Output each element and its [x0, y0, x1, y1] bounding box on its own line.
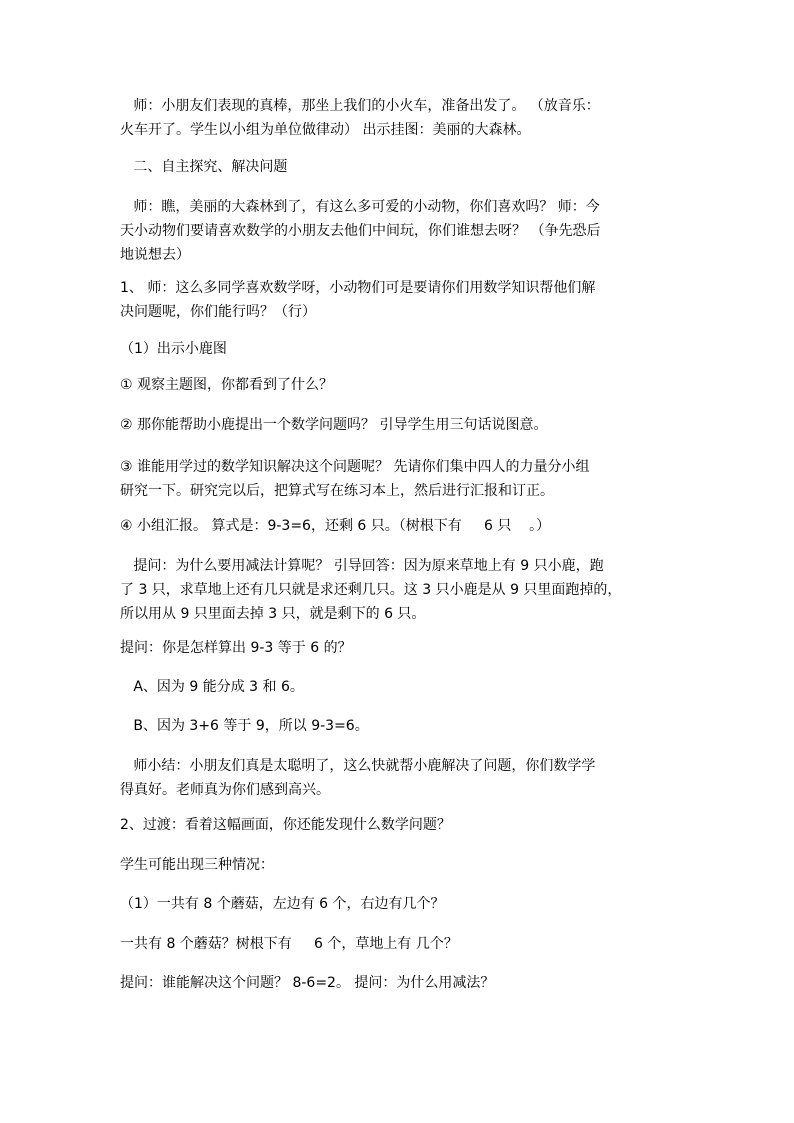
paragraph-case-1: [120, 892, 680, 916]
text-line: 1、 师：这么多同学喜欢数学呀，小动物们可是要请你们用数学知识帮他们解: [120, 280, 596, 296]
paragraph-option-b: [120, 714, 680, 738]
paragraph-how-compute: [120, 636, 680, 660]
text-line: ① 观察主题图，你都看到了什么？: [120, 377, 334, 393]
paragraph-report: [120, 514, 680, 538]
paragraph-forest: [120, 195, 680, 267]
paragraph-observe: [120, 373, 680, 397]
text-line: 学生可能出现三种情况：: [120, 857, 274, 873]
text-line: 火车开了。学生以小组为单位做律动） 出示挂图：美丽的大森林。: [120, 122, 531, 138]
text-line: 一共有 8 个蘑菇？树根下有 6 个，草地上有 几个？: [120, 936, 458, 952]
text-line: 二、自主探究、解决问题: [120, 159, 288, 175]
text-line: 师：瞧，美丽的大森林到了，有这么多可爱的小动物，你们喜欢吗？ 师：今: [120, 199, 600, 215]
text-line: ② 那你能帮助小鹿提出一个数学问题吗？ 引导学生用三句话说图意。: [120, 417, 548, 433]
text-line: 研究一下。研究完以后，把算式写在练习本上，然后进行汇报和订正。: [120, 483, 554, 499]
text-line: 天小动物们要请喜欢数学的小朋友去他们中间玩，你们谁想去呀？ （争先恐后: [120, 223, 601, 239]
section-heading: [120, 155, 680, 179]
paragraph-intro: [120, 94, 680, 142]
paragraph-group-study: [120, 455, 680, 503]
paragraph-solve: [120, 971, 680, 995]
text-line: 提问：你是怎样算出 9-3 等于 6 的？: [120, 640, 352, 656]
paragraph-question: [120, 413, 680, 437]
text-line: 得真好。老师真为你们感到高兴。: [120, 782, 330, 798]
text-line: 决问题呢，你们能行吗？（行）: [120, 304, 316, 320]
text-line: 2、过渡：看着这幅画面，你还能发现什么数学问题？: [120, 817, 451, 833]
text-line: 师小结：小朋友们真是太聪明了，这么快就帮小鹿解决了问题，你们数学学: [120, 758, 596, 774]
text-line: 地说想去）: [120, 247, 190, 263]
paragraph-step-1: [120, 276, 680, 324]
text-line: 了 3 只，求草地上还有几只就是求还剩几只。这 3 只小鹿是从 9 只里面跑掉的，: [120, 582, 622, 598]
text-line: 提问：为什么要用减法计算呢？ 引导回答：因为原来草地上有 9 只小鹿，跑: [120, 558, 604, 574]
paragraph-deer-image: [120, 337, 680, 361]
text-line: ④ 小组汇报。 算式是：9-3=6，还剩 6 只。（树根下有 6 只 。）: [120, 518, 551, 534]
text-line: 师：小朋友们表现的真棒，那坐上我们的小火车，准备出发了。 （放音乐：: [120, 98, 600, 114]
paragraph-three-cases: [120, 853, 680, 877]
paragraph-mushroom: [120, 932, 680, 956]
text-line: （1）出示小鹿图: [120, 341, 227, 357]
paragraph-summary: [120, 754, 680, 802]
text-line: B、因为 3+6 等于 9，所以 9-3=6。: [120, 718, 369, 734]
text-line: 提问：谁能解决这个问题？ 8-6=2。 提问：为什么用减法？: [120, 975, 495, 991]
text-line: ③ 谁能用学过的数学知识解决这个问题呢？ 先请你们集中四人的力量分小组: [120, 459, 590, 475]
text-line: A、因为 9 能分成 3 和 6。: [120, 679, 304, 695]
paragraph-why-subtract: [120, 554, 680, 626]
paragraph-option-a: [120, 675, 680, 699]
text-line: （1）一共有 8 个蘑菇，左边有 6 个，右边有几个？: [120, 896, 445, 912]
text-line: 所以用从 9 只里面去掉 3 只，就是剩下的 6 只。: [120, 606, 426, 622]
paragraph-transition: [120, 813, 680, 837]
